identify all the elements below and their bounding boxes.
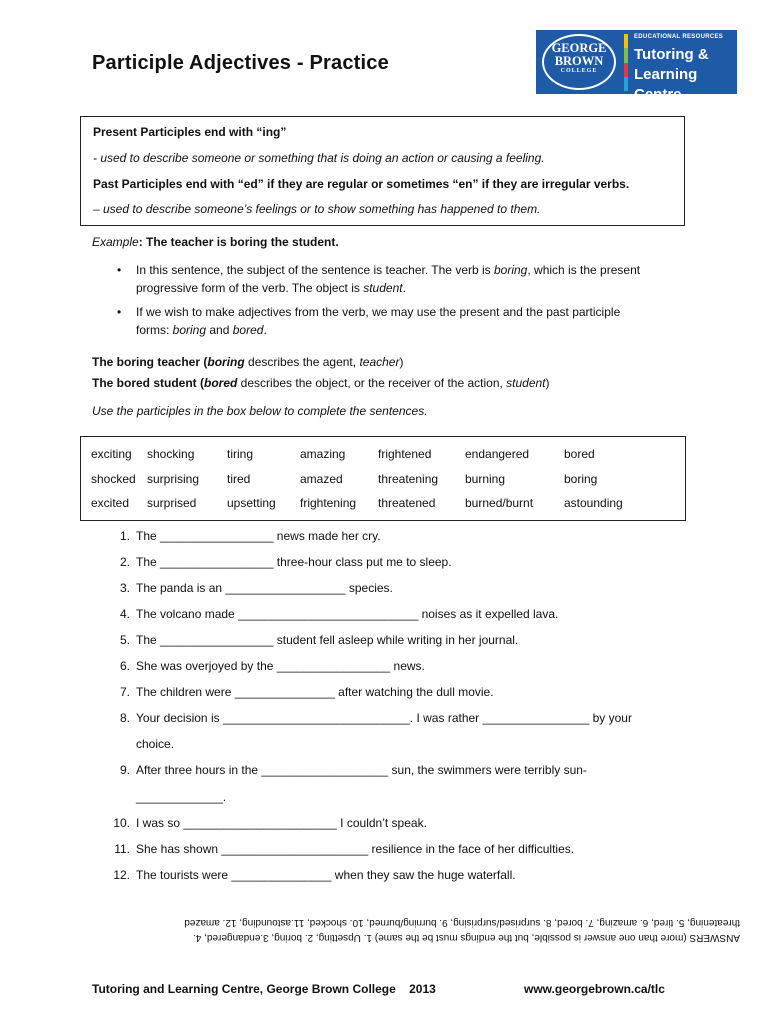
- question-text: The _________________ three-hour class put me to sleep.: [136, 555, 452, 569]
- past-participles-heading: Past Participles end with “ed” if they are regular or sometimes “en” if they are irregular verbs.: [93, 177, 630, 191]
- logo-tlc-line2: Learning Centre: [634, 66, 698, 103]
- word-box-item: amazed: [300, 472, 343, 486]
- logo-bar-red: [624, 63, 628, 77]
- question-number: 3.: [119, 581, 130, 595]
- question-text: choice.: [136, 737, 175, 751]
- question-text: After three hours in the ___________________ sun, the swimmers were terribly sun-: [136, 763, 587, 777]
- question-number: 9.: [119, 763, 130, 777]
- question-number: 11.: [114, 842, 130, 856]
- question-number: 12.: [113, 868, 130, 882]
- word-box-item: frightening: [300, 496, 357, 510]
- word-box-item: burning: [465, 472, 506, 486]
- example-sentence: [92, 235, 339, 249]
- bullet-icon: •: [117, 263, 122, 277]
- past-participles-description: – used to describe someone’s feelings or to show something has happened to them.: [93, 202, 541, 216]
- bullet1-part-e: student: [363, 281, 403, 295]
- question-text: The _________________ student fell asleep while writing in her journal.: [136, 633, 519, 647]
- bullet2-part-a: If we wish to make adjectives from the verb, we may use the present and the past participle: [136, 305, 621, 319]
- word-box-item: frightened: [378, 447, 432, 461]
- agent2-c: describes the object, or the receiver of the action,: [237, 376, 507, 390]
- question-number: 6.: [119, 659, 130, 673]
- agent2-a: The bored student (: [92, 376, 204, 390]
- george-brown-logo: [536, 30, 737, 103]
- answers-line-1: ANSWERS (more than one answer is possible, but the endings must be the same) 1. Upsetting, 2. boring, 3.endangered, 4.: [193, 932, 740, 943]
- agent1-c: describes the agent,: [244, 355, 360, 369]
- word-box-item: surprised: [147, 496, 197, 510]
- bullet2-part-d: and: [206, 323, 233, 337]
- logo-tutoring-centre: [634, 45, 737, 105]
- logo-line-brown: BROWN: [554, 53, 604, 68]
- question-number: 10.: [113, 816, 130, 830]
- logo-bar-yellow: [624, 34, 628, 48]
- bullet1-part-b: boring: [494, 263, 528, 277]
- agent2-e: ): [545, 376, 550, 390]
- bullet1-part-f: .: [402, 281, 406, 295]
- bullet2-part-b: forms:: [136, 323, 173, 337]
- question-text: The panda is an __________________ species.: [136, 581, 393, 595]
- bullet2-part-f: .: [263, 323, 267, 337]
- bullet1-part-a: In this sentence, the subject of the sentence is teacher. The verb is: [136, 263, 494, 277]
- question-number: 8.: [119, 711, 130, 725]
- word-box: [80, 436, 686, 521]
- bullet1-part-d: progressive form of the verb. The object is: [136, 281, 364, 295]
- answers-line-2: threatening, 5. tired, 6. amazing, 7. bored, 8. surprised/surprising, 9. burning/burned, 10. shocked, 11.astounding, 12. amazed: [184, 917, 740, 928]
- example-bullet-1: [136, 261, 696, 297]
- logo-bar-green: [624, 48, 628, 62]
- agent-line-2: [92, 376, 550, 390]
- agent1-e: ): [399, 355, 404, 369]
- word-box-item: burned/burnt: [465, 496, 534, 510]
- instruction-text: Use the participles in the box below to complete the sentences.: [92, 404, 428, 418]
- logo-line-george: GEORGE: [551, 41, 607, 55]
- logo-bar-blue: [624, 77, 628, 91]
- question-number: 5.: [119, 633, 130, 647]
- question-text: She was overjoyed by the _________________ news.: [136, 659, 425, 673]
- agent2-b: bored: [204, 376, 238, 390]
- question-text: She has shown ______________________ resilience in the face of her difficulties.: [136, 842, 575, 856]
- question-text: _____________.: [136, 790, 227, 804]
- word-box-item: shocked: [91, 472, 136, 486]
- present-participles-heading: Present Participles end with “ing”: [93, 125, 287, 139]
- word-box-item: boring: [564, 472, 598, 486]
- logo-educational-resources: EDUCATIONAL RESOURCES: [634, 34, 724, 40]
- question-number: 1.: [119, 529, 130, 543]
- word-box-item: shocking: [147, 447, 195, 461]
- bullet-icon: •: [117, 305, 122, 319]
- question-text: Your decision is ____________________________. I was rather ________________ by your: [136, 711, 632, 725]
- logo-wordmark: [546, 42, 612, 76]
- agent2-d: student: [506, 376, 546, 390]
- word-box-item: astounding: [564, 496, 623, 510]
- definitions-box: [80, 116, 685, 226]
- question-text: The _________________ news made her cry.: [136, 529, 381, 543]
- footer-url[interactable]: www.georgebrown.ca/tlc: [524, 982, 665, 996]
- question-text: I was so _______________________ I couldn’t speak.: [136, 816, 427, 830]
- example-text: : The teacher is boring the student.: [138, 235, 339, 249]
- word-box-item: excited: [91, 496, 130, 510]
- logo-color-bar: [624, 34, 628, 91]
- question-number: 2.: [119, 555, 130, 569]
- example-label: Example: [92, 235, 139, 249]
- agent1-b: boring: [207, 355, 245, 369]
- agent-line-1: [92, 355, 403, 369]
- footer-credit: Tutoring and Learning Centre, George Brown College 2013: [92, 982, 436, 996]
- question-number: 7.: [119, 685, 130, 699]
- question-text: The volcano made ___________________________ noises as it expelled lava.: [136, 607, 559, 621]
- answers-upside-down: [140, 915, 740, 945]
- logo-tlc-line1: Tutoring &: [634, 46, 709, 63]
- word-box-item: bored: [564, 447, 595, 461]
- word-box-item: surprising: [147, 472, 200, 486]
- word-box-item: threatened: [378, 496, 436, 510]
- question-text: The children were _______________ after watching the dull movie.: [136, 685, 494, 699]
- word-box-item: amazing: [300, 447, 346, 461]
- agent1-d: teacher: [359, 355, 400, 369]
- agent1-a: The boring teacher (: [92, 355, 208, 369]
- example-bullet-2: [136, 303, 696, 339]
- bullet2-part-e: bored: [232, 323, 264, 337]
- word-box-item: upsetting: [227, 496, 276, 510]
- word-box-item: exciting: [91, 447, 132, 461]
- question-number: 4.: [119, 607, 130, 621]
- present-participles-description: - used to describe someone or something that is doing an action or causing a feeling.: [93, 151, 545, 165]
- word-box-item: tiring: [227, 447, 254, 461]
- word-box-item: threatening: [378, 472, 439, 486]
- word-box-item: tired: [227, 472, 251, 486]
- logo-line-college: COLLEGE: [560, 68, 598, 74]
- bullet2-part-c: boring: [172, 323, 207, 337]
- bullet1-part-c: , which is the present: [527, 263, 641, 277]
- question-text: The tourists were _______________ when they saw the huge waterfall.: [136, 868, 516, 882]
- word-box-item: endangered: [465, 447, 530, 461]
- page-title: Participle Adjectives - Practice: [92, 52, 389, 74]
